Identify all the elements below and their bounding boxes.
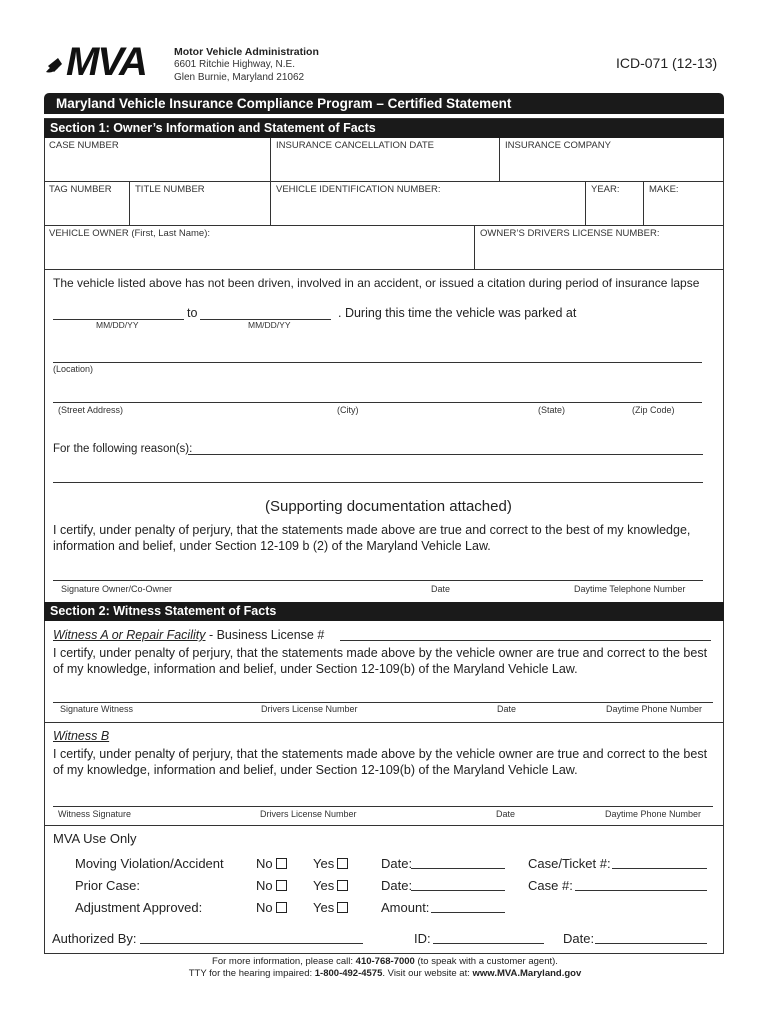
owner-date-label: Date: [431, 584, 451, 594]
footer-line-2: [0, 968, 770, 979]
reasons-label: For the following reason(s):: [53, 443, 193, 455]
date-hint-end: MM/DD/YY: [248, 320, 291, 330]
footer-info-suffix: (to speak with a customer agent).: [414, 956, 558, 967]
adjustment-no-label: No: [256, 900, 273, 915]
section-divider-2: [44, 825, 724, 826]
form-id: ICD-071 (12-13): [616, 55, 718, 71]
witness-a-label: Witness A or Repair Facility: [53, 628, 206, 642]
owner-license-field[interactable]: [475, 226, 724, 270]
prior-case-date-line[interactable]: [411, 890, 505, 891]
moving-violation-yes-option[interactable]: [313, 856, 348, 871]
witness-a-license-number-label: Drivers License Number: [261, 704, 358, 714]
location-label: (Location): [53, 364, 94, 374]
footer-info-prefix: For more information, please call:: [212, 956, 356, 967]
reasons-line-1[interactable]: [188, 454, 703, 455]
prior-case-no-option[interactable]: [256, 878, 287, 893]
id-line[interactable]: [433, 943, 544, 944]
lapse-statement: The vehicle listed above has not been driven, involved in an accident, or issued a citation during period of insurance lapse: [53, 276, 700, 290]
parked-text: . During this time the vehicle was parked at: [338, 306, 577, 320]
mva-row-moving-violation: [75, 856, 224, 871]
mva-row-prior-case: [75, 878, 140, 893]
case-ticket-line[interactable]: [612, 868, 707, 869]
agency-address-2: Glen Burnie, Maryland 21062: [174, 72, 305, 83]
moving-violation-date-label: Date:: [381, 856, 413, 871]
owner-certify-text: I certify, under penalty of perjury, that the statements made above are true and correct to the best of my knowledge, information and belief, under Section 12-109 b (2) of the Maryland Vehicle Law.: [53, 523, 691, 553]
authorized-date-label: Date:: [563, 931, 595, 946]
date-hint-start: MM/DD/YY: [96, 320, 139, 330]
vin-field[interactable]: [271, 182, 586, 226]
section2-heading-text: Section 2: Witness Statement of Facts: [50, 604, 277, 618]
footer-tty-prefix: TTY for the hearing impaired:: [188, 968, 315, 979]
authorized-by-label: Authorized By:: [52, 931, 137, 946]
adjustment-yes-checkbox[interactable]: [337, 902, 348, 913]
year-label: YEAR:: [591, 184, 620, 195]
vin-label: VEHICLE IDENTIFICATION NUMBER:: [276, 184, 441, 195]
witness-b-license-number-label: Drivers License Number: [260, 809, 357, 819]
prior-case-date-label: Date:: [381, 878, 413, 893]
adjustment-yes-label: Yes: [313, 900, 335, 915]
mva-row-adjustment: [75, 900, 202, 915]
reasons-line-2[interactable]: [53, 482, 703, 483]
zip-label: (Zip Code): [632, 405, 675, 415]
moving-violation-no-checkbox[interactable]: [276, 858, 287, 869]
form-title-text: Maryland Vehicle Insurance Compliance Program – Certified Statement: [56, 96, 512, 111]
adjustment-yes-option[interactable]: [313, 900, 348, 915]
authorized-by-line[interactable]: [140, 943, 363, 944]
state-label: (State): [538, 405, 566, 415]
title-number-field[interactable]: [130, 182, 271, 226]
title-number-label: TITLE NUMBER: [135, 184, 205, 195]
case-number-mva-line[interactable]: [575, 890, 707, 891]
prior-case-label: Prior Case:: [75, 878, 141, 893]
adjustment-approved-label: Adjustment Approved:: [75, 900, 203, 915]
tag-number-label: TAG NUMBER: [49, 184, 112, 195]
address-line[interactable]: [53, 402, 702, 403]
moving-violation-no-label: No: [256, 856, 273, 871]
witness-b-signature-line[interactable]: [53, 806, 713, 807]
witness-b-phone-label: Daytime Phone Number: [605, 809, 702, 819]
vehicle-owner-field[interactable]: [44, 226, 475, 270]
owner-signature-line[interactable]: [53, 580, 703, 581]
witness-b-label: Witness B: [53, 729, 110, 743]
witness-a-signature-line[interactable]: [53, 702, 713, 703]
section1-heading-text: Section 1: Owner’s Information and Statement of Facts: [50, 121, 376, 135]
witness-a-signature-label: Signature Witness: [60, 704, 134, 714]
moving-violation-label: Moving Violation/Accident: [75, 856, 224, 871]
prior-case-yes-checkbox[interactable]: [337, 880, 348, 891]
agency-address-1: 6601 Ritchie Highway, N.E.: [174, 59, 295, 70]
street-address-label: (Street Address): [58, 405, 124, 415]
witness-b-certify-text: I certify, under penalty of perjury, that the statements made above by the vehicle owner are true and correct to the best of my knowledge, information and belief, under Section 12-109(b) of the Maryland Vehicle Law.: [53, 747, 708, 777]
location-line[interactable]: [53, 362, 702, 363]
adjustment-no-checkbox[interactable]: [276, 902, 287, 913]
case-ticket-label: Case/Ticket #:: [528, 856, 611, 871]
witness-a-heading: [53, 628, 324, 642]
prior-case-no-label: No: [256, 878, 273, 893]
year-field[interactable]: [586, 182, 644, 226]
witness-a-phone-label: Daytime Phone Number: [606, 704, 703, 714]
vehicle-owner-label: VEHICLE OWNER (First, Last Name):: [49, 228, 210, 239]
prior-case-no-checkbox[interactable]: [276, 880, 287, 891]
section1-heading: [44, 119, 724, 138]
mva-logo: [44, 42, 169, 84]
witness-b-signature-label: Witness Signature: [58, 809, 132, 819]
moving-violation-yes-checkbox[interactable]: [337, 858, 348, 869]
insurance-company-field[interactable]: [500, 138, 724, 182]
witness-a-date-label: Date: [497, 704, 517, 714]
moving-violation-yes-label: Yes: [313, 856, 335, 871]
prior-case-yes-option[interactable]: [313, 878, 348, 893]
case-number-label: CASE NUMBER: [49, 140, 119, 151]
to-word: to: [187, 306, 198, 320]
logo-text: MVA: [66, 40, 146, 84]
footer-website-prefix: . Visit our website at:: [382, 968, 473, 979]
mva-use-heading: MVA Use Only: [53, 831, 137, 846]
footer-website-link[interactable]: www.MVA.Maryland.gov: [472, 968, 582, 979]
witness-a-certify-text: I certify, under penalty of perjury, that the statements made above by the vehicle owner are true and correct to the best of my knowledge, information and belief, under Section 12-109(b) of the Maryland Vehicle Law.: [53, 646, 708, 676]
case-number-field[interactable]: [44, 138, 271, 182]
business-license-line[interactable]: [340, 640, 711, 641]
insurance-cancellation-date-label: INSURANCE CANCELLATION DATE: [276, 140, 435, 151]
footer-tty-phone: 1-800-492-4575: [314, 968, 383, 979]
witness-b-date-label: Date: [496, 809, 516, 819]
footer-line-1: [0, 956, 770, 967]
authorized-date-line[interactable]: [595, 943, 707, 944]
owner-signature-label: Signature Owner/Co-Owner: [61, 584, 173, 594]
insurance-cancellation-date-field[interactable]: [271, 138, 500, 182]
witness-a-license-label: - Business License #: [205, 628, 325, 642]
footer-phone: 410-768-7000: [355, 956, 415, 967]
amount-line[interactable]: [431, 912, 505, 913]
supporting-docs: (Supporting documentation attached): [265, 498, 512, 515]
prior-case-yes-label: Yes: [313, 878, 335, 893]
section-divider-1: [44, 722, 724, 723]
insurance-company-label: INSURANCE COMPANY: [505, 140, 611, 151]
case-number-mva-label: Case #:: [528, 878, 573, 893]
moving-violation-no-option[interactable]: [256, 856, 287, 871]
make-label: MAKE:: [649, 184, 679, 195]
city-label: (City): [337, 405, 359, 415]
owner-license-label: OWNER’S DRIVERS LICENSE NUMBER:: [480, 228, 660, 239]
adjustment-no-option[interactable]: [256, 900, 287, 915]
make-field[interactable]: [644, 182, 724, 226]
owner-phone-label: Daytime Telephone Number: [574, 584, 686, 594]
amount-label: Amount:: [381, 900, 430, 915]
moving-violation-date-line[interactable]: [411, 868, 505, 869]
form-title: [44, 93, 724, 114]
id-label: ID:: [414, 931, 431, 946]
section2-heading: [44, 602, 724, 621]
agency-name: Motor Vehicle Administration: [174, 46, 319, 58]
tag-number-field[interactable]: [44, 182, 130, 226]
